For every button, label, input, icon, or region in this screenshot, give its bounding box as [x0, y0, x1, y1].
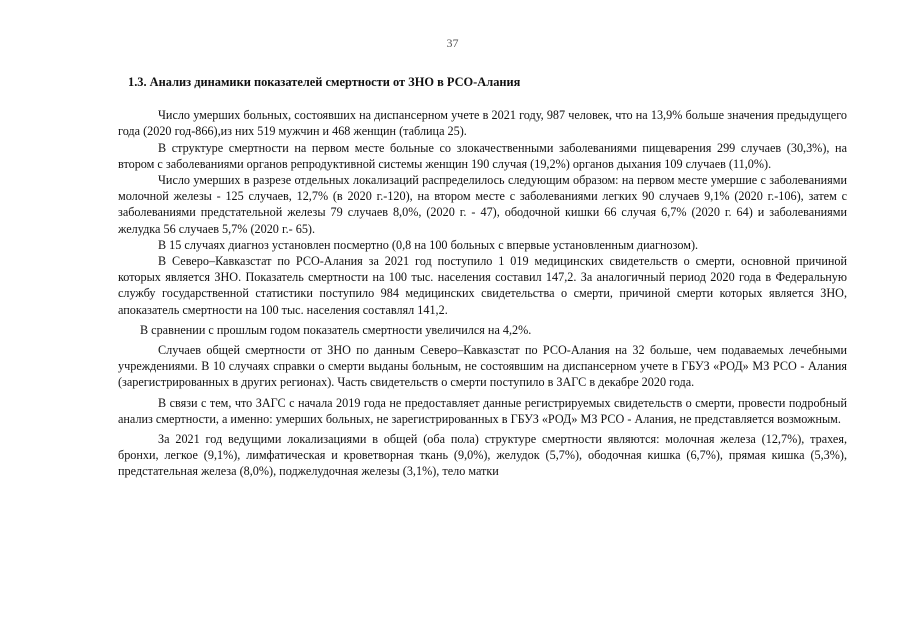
paragraph-posthumous: В 15 случаях диагноз установлен посмертно (0,8 на 100 больных с впервые установленным диагнозом).: [158, 237, 699, 252]
paragraph-localizations: Число умерших в разрезе отдельных локализаций распределилось следующим образом: на первом месте умершие с заболеваниями молочной железы - 125 случаев, 12,7% (в 2020 г.-120), на втором месте с заболеваниями легких 90 случаев 9,1% (2020 г.-106), затем с заболеваниями предстательной железы 79 случаев 8,0%, (2020 г. - 47), ободочной кишки 66 случая 6,7% (2020 г. 64) и заболеваниями желудка 56 случаев 5,7% (2020 г.- 65).: [118, 173, 847, 236]
section-heading: 1.3. Анализ динамики показателей смертности от ЗНО в РСО-Алания: [128, 75, 521, 89]
paragraph-general-mortality: Случаев общей смертности от ЗНО по данным Северо–Кавказстат по РСО-Алания на 32 больше, чем подаваемых лечебными учреждениями. В 10 случаях справки о смерти выданы больным, не состоявшим на диспансерном учете в ГБУЗ «РОД» МЗ РСО - Алания (зарегистрированных в других регионах). Часть свидетельств о смерти поступило в ЗАГС в декабре 2020 года.: [118, 343, 847, 390]
page-number: 37: [446, 36, 459, 50]
paragraph-comparison: В сравнении с прошлым годом показатель смертности увеличился на 4,2%.: [140, 322, 532, 337]
paragraph-structure: В структуре смертности на первом месте больные со злокачественными заболеваниями пищеварения 299 случаев (30,3%), на втором с заболеваниями органов репродуктивной системы женщин 190 случая (19,2%) органов дыхания 109 случаев (11,0%).: [118, 140, 847, 171]
paragraph-zags: В связи с тем, что ЗАГС с начала 2019 года не предоставляет данные регистрируемых свидетельств о смерти, провести подробный анализ смертности, а именно: умерших больных, не зарегистрированных в ГБУЗ «РОД» МЗ РСО - Алания, не представляется возможным.: [118, 395, 847, 426]
paragraph-statistics: В Северо–Кавказстат по РСО-Алания за 2021 год поступило 1 019 медицинских свидетельств о смерти, основной причиной которых является ЗНО. Показатель смертности на 100 тыс. населения составил 147,2. За аналогичный период 2020 года в Федеральную службу государственной статистики поступило 984 медицинских свидетельства о смерти, причиной смерти которых является ЗНО, апоказатель смертности на 100 тыс. населения составлял 141,2.: [118, 254, 847, 317]
page-content: [118, 74, 847, 480]
paragraph-leading-localizations: За 2021 год ведущими локализациями в общей (оба пола) структуре смертности являются: молочная железа (12,7%), трахея, бронхи, легкое (9,1%), лимфатическая и кроветворная ткань (9,0%), желудок (5,7%), ободочная кишка (6,7%), прямая кишка (5,3%), предстательная железа (8,0%), поджелудочная железы (3,1%), тело матки: [118, 432, 847, 479]
paragraph-deaths-total: Число умерших больных, состоявших на диспансерном учете в 2021 году, 987 человек, что на 13,9% больше значения предыдущего года (2020 год-866),из них 519 мужчин и 468 женщин (таблица 25).: [118, 108, 847, 139]
